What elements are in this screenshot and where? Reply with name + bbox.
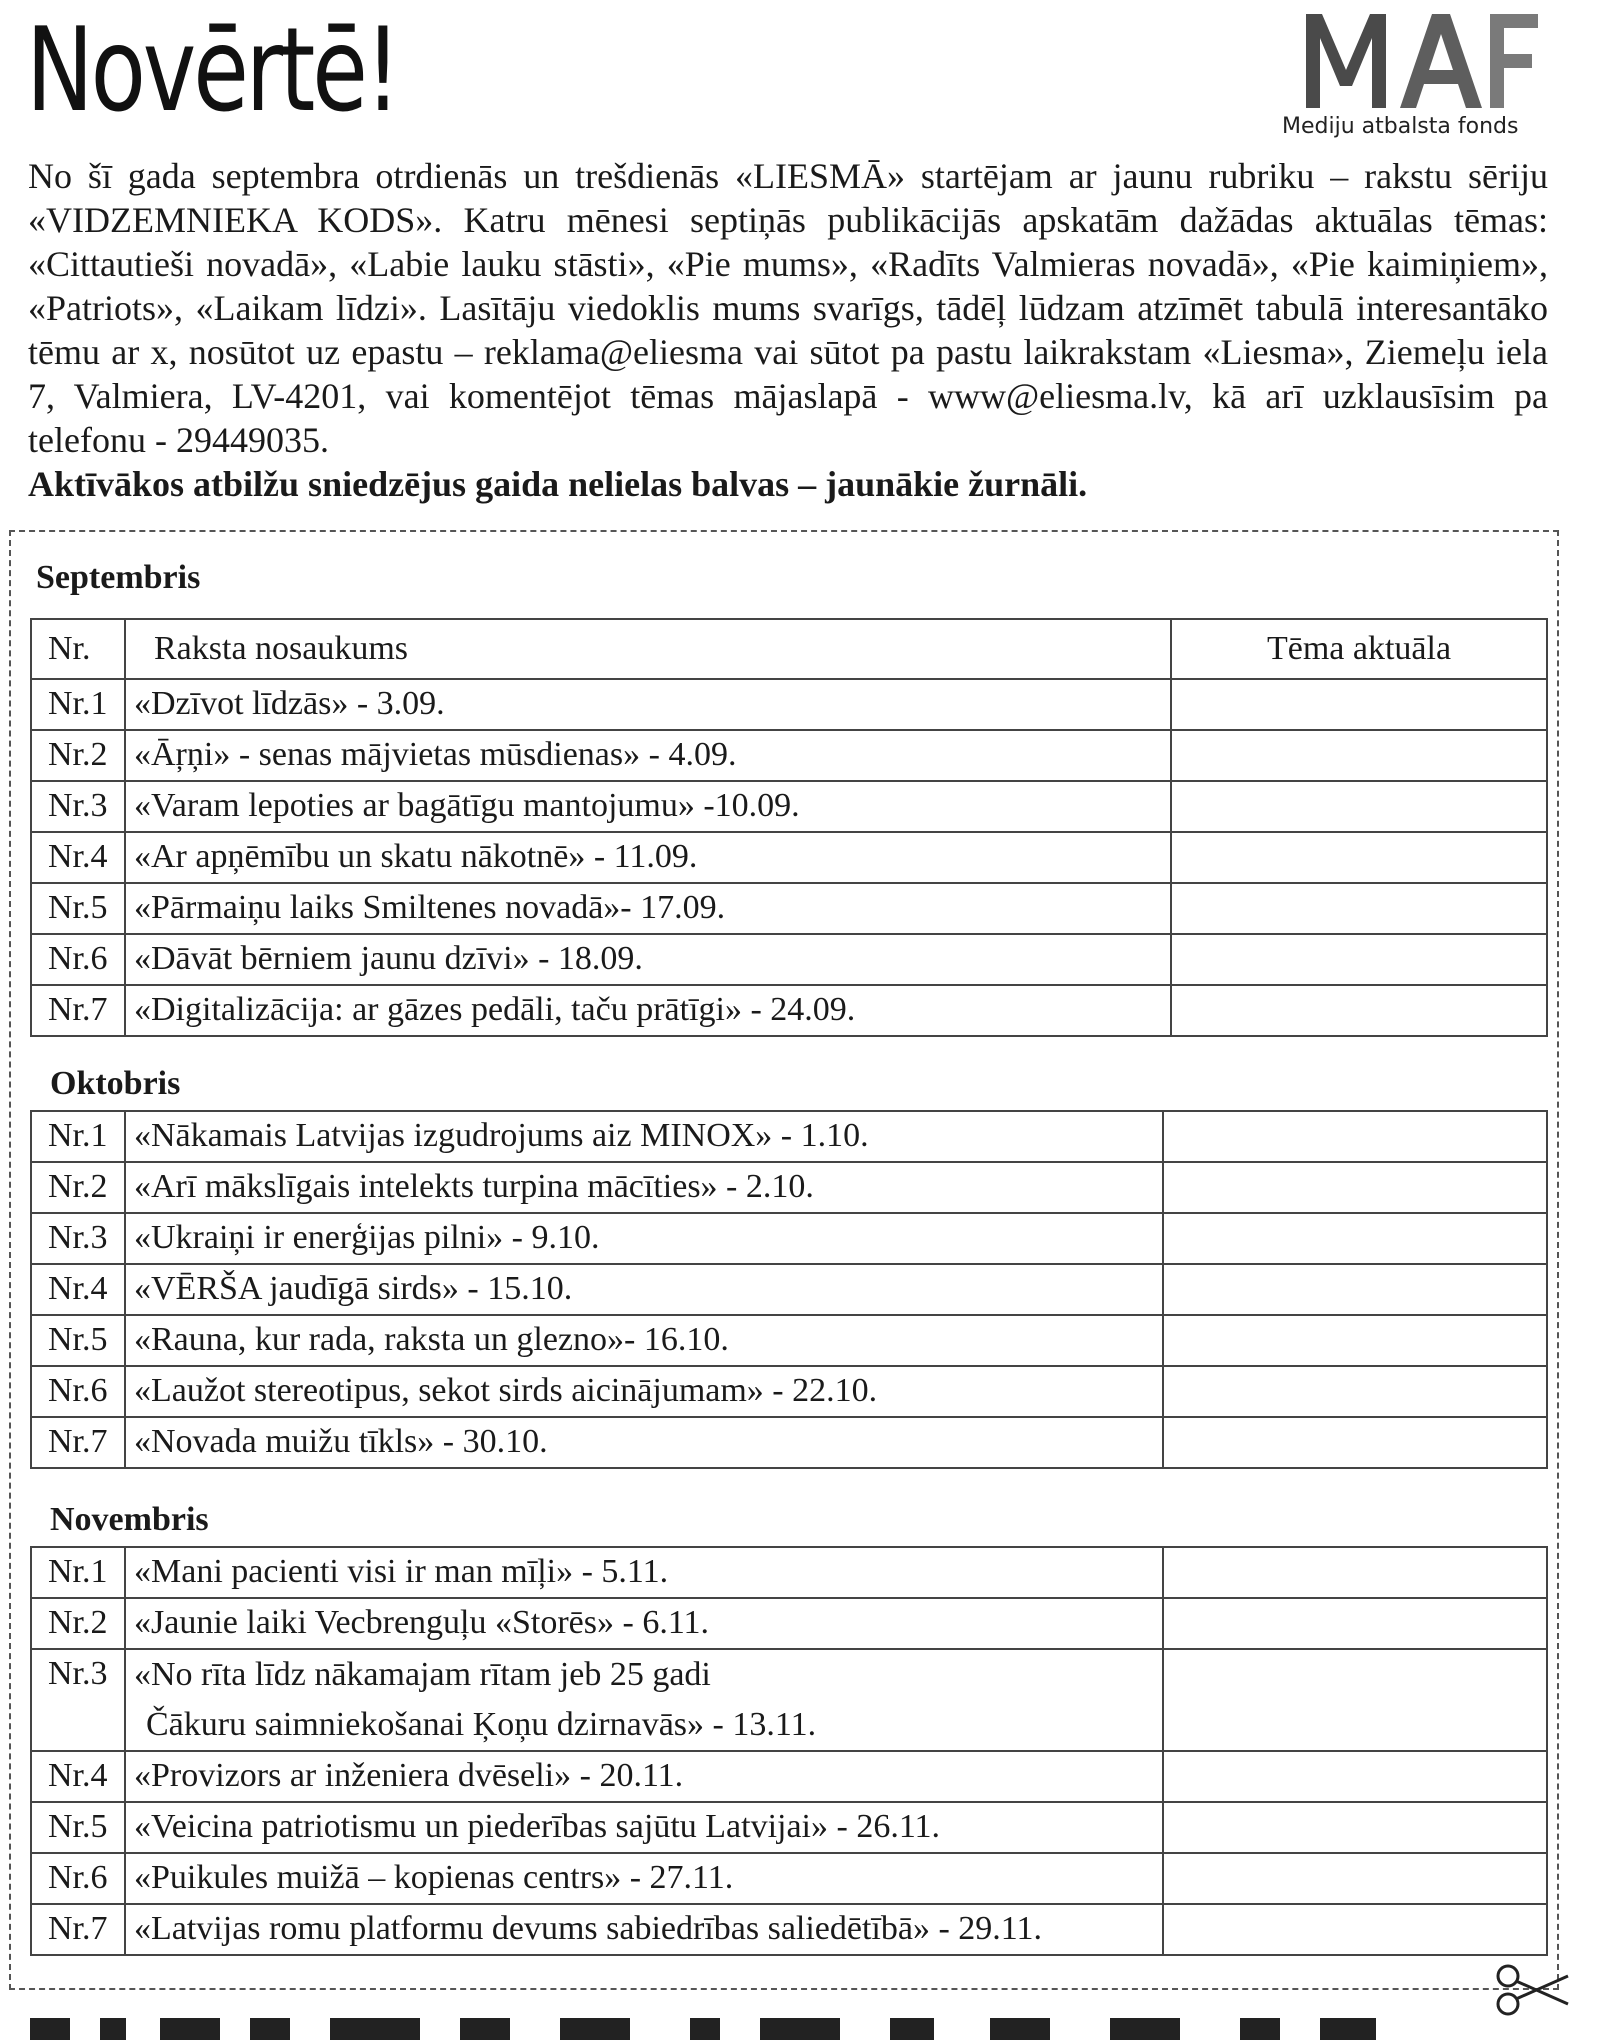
topic-checkbox-cell[interactable]: [1171, 985, 1547, 1036]
table-row: [31, 1751, 1547, 1802]
topic-checkbox-cell[interactable]: [1171, 730, 1547, 781]
table-row: [31, 1904, 1547, 1955]
row-title: «Rauna, kur rada, raksta un glezno»- 16.10.: [125, 1315, 1163, 1366]
row-nr: Nr.5: [31, 883, 125, 934]
row-nr: Nr.3: [31, 1213, 125, 1264]
topic-checkbox-cell[interactable]: [1163, 1264, 1547, 1315]
intro-bold-text: Aktīvākos atbilžu sniedzējus gaida nelielas balvas – jaunākie žurnāli.: [28, 464, 1088, 504]
topic-checkbox-cell[interactable]: [1171, 781, 1547, 832]
table-row: [31, 1417, 1547, 1468]
month-title-november: Novembris: [50, 1501, 209, 1538]
table-header-row: [31, 619, 1547, 679]
row-nr: Nr.2: [31, 1598, 125, 1649]
logo-caption: Mediju atbalsta fonds: [1282, 114, 1519, 139]
row-nr: Nr.7: [31, 1417, 125, 1468]
month-title-october: Oktobris: [50, 1065, 181, 1102]
row-nr: Nr.7: [31, 1904, 125, 1955]
table-row: [31, 781, 1547, 832]
topic-checkbox-cell[interactable]: [1171, 934, 1547, 985]
row-nr: Nr.1: [31, 1547, 125, 1598]
row-nr: Nr.4: [31, 832, 125, 883]
row-title: «Dzīvot līdzās» - 3.09.: [125, 679, 1171, 730]
next-page-text-fragment: [0, 2010, 1600, 2040]
row-nr: Nr.5: [31, 1802, 125, 1853]
row-title: «Pārmaiņu laiks Smiltenes novadā»- 17.09.: [125, 883, 1171, 934]
row-nr: Nr.6: [31, 934, 125, 985]
table-november: [30, 1546, 1548, 1956]
table-row: [31, 1853, 1547, 1904]
page-title: Novērtē!: [26, 3, 398, 138]
row-nr: Nr.7: [31, 985, 125, 1036]
header-topic: Tēma aktuāla: [1171, 619, 1547, 679]
topic-checkbox-cell[interactable]: [1163, 1162, 1547, 1213]
header-nr: Nr.: [31, 619, 125, 679]
row-title: «Puikules muižā – kopienas centrs» - 27.11.: [125, 1853, 1163, 1904]
topic-checkbox-cell[interactable]: [1163, 1366, 1547, 1417]
row-title: «Mani pacienti visi ir man mīļi» - 5.11.: [125, 1547, 1163, 1598]
intro-text: No šī gada septembra otrdienās un trešdienās «LIESMĀ» startējam ar jaunu rubriku – rakstu sēriju «VIDZEMNIEKA KODS». Katru mēnesi septiņās publikācijās apskatām dažādas aktuālas tēmas: «Cittautieši novadā», «Labie lauku stāsti», «Pie mums», «Radīts Valmieras novadā», «Pie kaimiņiem», «Patriots», «Laikam līdzi». Lasītāju viedoklis mums svarīgs, tādēļ lūdzam atzīmēt tabulā interesantāko tēmu ar x, nosūtot uz epastu – reklama@eliesma vai sūtot pa pastu laikrakstam «Liesma», Ziemeļu iela 7, Valmiera, LV-4201, vai komentējot tēmas mājaslapā - www@eliesma.lv, kā arī uzklausīsim pa telefonu - 29449035.: [28, 156, 1548, 460]
row-nr: Nr.3: [31, 1649, 125, 1751]
row-title: «Nākamais Latvijas izgudrojums aiz MINOX» - 1.10.: [125, 1111, 1163, 1162]
row-title: «Varam lepoties ar bagātīgu mantojumu» -10.09.: [125, 781, 1171, 832]
row-nr: Nr.1: [31, 679, 125, 730]
row-nr: Nr.6: [31, 1366, 125, 1417]
topic-checkbox-cell[interactable]: [1163, 1598, 1547, 1649]
table-september: [30, 618, 1548, 1037]
table-row: [31, 730, 1547, 781]
row-title: «Laužot stereotipus, sekot sirds aicinājumam» - 22.10.: [125, 1366, 1163, 1417]
row-title: «Veicina patriotismu un piederības sajūtu Latvijai» - 26.11.: [125, 1802, 1163, 1853]
topic-checkbox-cell[interactable]: [1163, 1315, 1547, 1366]
row-title: «Provizors ar inženiera dvēseli» - 20.11.: [125, 1751, 1163, 1802]
table-row: [31, 934, 1547, 985]
table-row: [31, 1162, 1547, 1213]
row-nr: Nr.5: [31, 1315, 125, 1366]
topic-checkbox-cell[interactable]: [1163, 1751, 1547, 1802]
topic-checkbox-cell[interactable]: [1163, 1853, 1547, 1904]
table-row: [31, 1547, 1547, 1598]
intro-paragraph: [28, 154, 1548, 506]
topic-checkbox-cell[interactable]: [1163, 1213, 1547, 1264]
maf-logo: [1276, 8, 1576, 148]
row-title: «Arī mākslīgais intelekts turpina mācīties» - 2.10.: [125, 1162, 1163, 1213]
table-row: [31, 832, 1547, 883]
table-row: [31, 1802, 1547, 1853]
row-title: «Latvijas romu platformu devums sabiedrības saliedētībā» - 29.11.: [125, 1904, 1163, 1955]
row-title: «Digitalizācija: ar gāzes pedāli, taču prātīgi» - 24.09.: [125, 985, 1171, 1036]
topic-checkbox-cell[interactable]: [1163, 1649, 1547, 1751]
row-title-line1: «No rīta līdz nākamajam rītam jeb 25 gadi: [134, 1656, 711, 1693]
month-title-september: Septembris: [36, 559, 201, 596]
row-title: [125, 1649, 1163, 1751]
topic-checkbox-cell[interactable]: [1163, 1111, 1547, 1162]
row-title: «Ukraiņi ir enerģijas pilni» - 9.10.: [125, 1213, 1163, 1264]
table-row: [31, 1264, 1547, 1315]
table-row: [31, 679, 1547, 730]
row-title: «Jaunie laiki Vecbrenguļu «Storēs» - 6.11.: [125, 1598, 1163, 1649]
row-nr: Nr.1: [31, 1111, 125, 1162]
row-nr: Nr.3: [31, 781, 125, 832]
table-row: [31, 985, 1547, 1036]
table-row: [31, 1598, 1547, 1649]
row-nr: Nr.4: [31, 1751, 125, 1802]
topic-checkbox-cell[interactable]: [1171, 883, 1547, 934]
table-row: [31, 1213, 1547, 1264]
row-nr: Nr.2: [31, 730, 125, 781]
row-title: «Āŗņi» - senas mājvietas mūsdienas» - 4.09.: [125, 730, 1171, 781]
topic-checkbox-cell[interactable]: [1163, 1802, 1547, 1853]
row-title: «VĒRŠA jaudīgā sirds» - 15.10.: [125, 1264, 1163, 1315]
row-title-line2: Čākuru saimniekošanai Ķoņu dzirnavās» - 13.11.: [146, 1706, 817, 1743]
maf-logo-mark: [1300, 8, 1540, 112]
table-october: [30, 1110, 1548, 1469]
row-title: «Dāvāt bērniem jaunu dzīvi» - 18.09.: [125, 934, 1171, 985]
topic-checkbox-cell[interactable]: [1163, 1547, 1547, 1598]
row-nr: Nr.4: [31, 1264, 125, 1315]
topic-checkbox-cell[interactable]: [1171, 832, 1547, 883]
topic-checkbox-cell[interactable]: [1163, 1417, 1547, 1468]
row-nr: Nr.2: [31, 1162, 125, 1213]
table-row: [31, 1111, 1547, 1162]
table-row: [31, 1366, 1547, 1417]
row-title: «Novada muižu tīkls» - 30.10.: [125, 1417, 1163, 1468]
table-row: [31, 1315, 1547, 1366]
header-title: Raksta nosaukums: [125, 619, 1171, 679]
row-title: «Ar apņēmību un skatu nākotnē» - 11.09.: [125, 832, 1171, 883]
topic-checkbox-cell[interactable]: [1171, 679, 1547, 730]
topic-checkbox-cell[interactable]: [1163, 1904, 1547, 1955]
table-row: [31, 1649, 1547, 1751]
table-row: [31, 883, 1547, 934]
row-nr: Nr.6: [31, 1853, 125, 1904]
